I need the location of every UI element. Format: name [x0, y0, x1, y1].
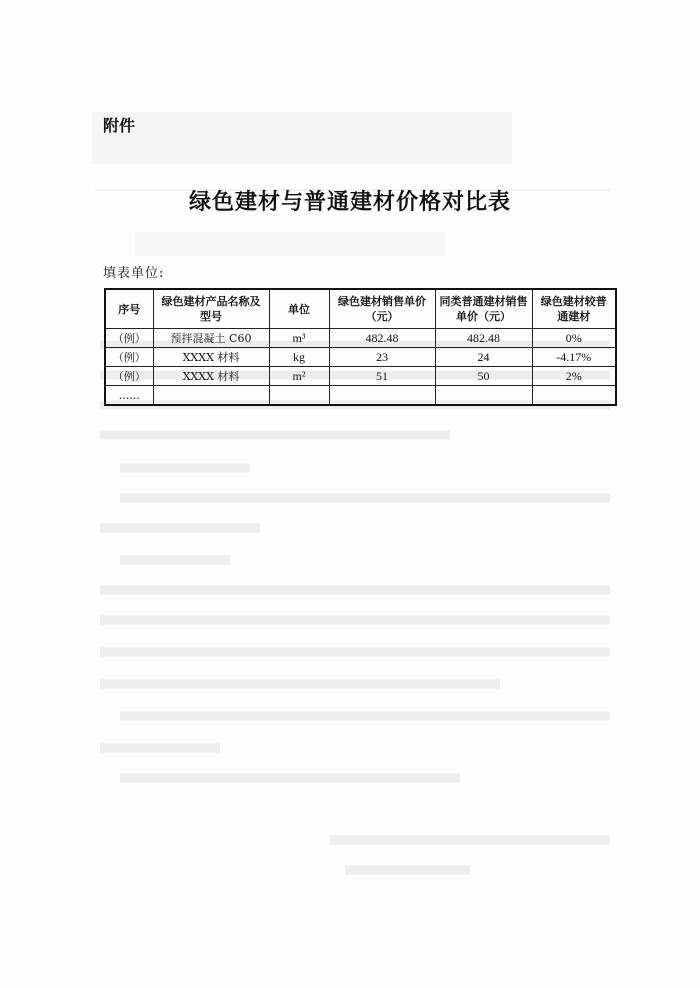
table-row	[105, 386, 616, 406]
table-row	[105, 367, 616, 386]
cell-green-price	[329, 386, 435, 406]
table-row	[105, 329, 616, 348]
header-unit: 单位	[269, 289, 329, 329]
table-row	[105, 348, 616, 367]
cell-green-price: 51	[329, 367, 435, 386]
cell-product-name: 预拌混凝土 C60	[153, 329, 269, 348]
header-comparison: 绿色建材较普通建材	[532, 289, 616, 329]
cell-comparison: 2%	[532, 367, 616, 386]
cell-comparison	[532, 386, 616, 406]
page-title: 绿色建材与普通建材价格对比表	[188, 190, 511, 215]
cell-green-price: 23	[329, 348, 435, 367]
cell-comparison: 0%	[532, 329, 616, 348]
cell-normal-price: 50	[435, 367, 532, 386]
fill-unit-label: 填表单位:	[103, 266, 165, 281]
cell-serial: （例）	[105, 329, 153, 348]
cell-green-price: 482.48	[329, 329, 435, 348]
cell-unit: m²	[269, 367, 329, 386]
header-normal-price: 同类普通建材销售单价（元）	[435, 289, 532, 329]
cell-serial: （例）	[105, 367, 153, 386]
header-product-name: 绿色建材产品名称及型号	[153, 289, 269, 329]
cell-normal-price	[435, 386, 532, 406]
cell-product-name: XXXX 材料	[153, 348, 269, 367]
cell-serial: ......	[105, 386, 153, 406]
attachment-label: 附件	[103, 116, 136, 135]
header-green-price: 绿色建材销售单价（元）	[329, 289, 435, 329]
cell-unit	[269, 386, 329, 406]
header-serial: 序号	[105, 289, 153, 329]
cell-comparison: -4.17%	[532, 348, 616, 367]
cell-normal-price: 24	[435, 348, 532, 367]
cell-product-name	[153, 386, 269, 406]
cell-product-name: XXXX 材料	[153, 367, 269, 386]
cell-serial: （例）	[105, 348, 153, 367]
cell-unit: m³	[269, 329, 329, 348]
cell-unit: kg	[269, 348, 329, 367]
table-header-row	[105, 289, 616, 329]
cell-normal-price: 482.48	[435, 329, 532, 348]
price-comparison-table	[104, 288, 617, 406]
